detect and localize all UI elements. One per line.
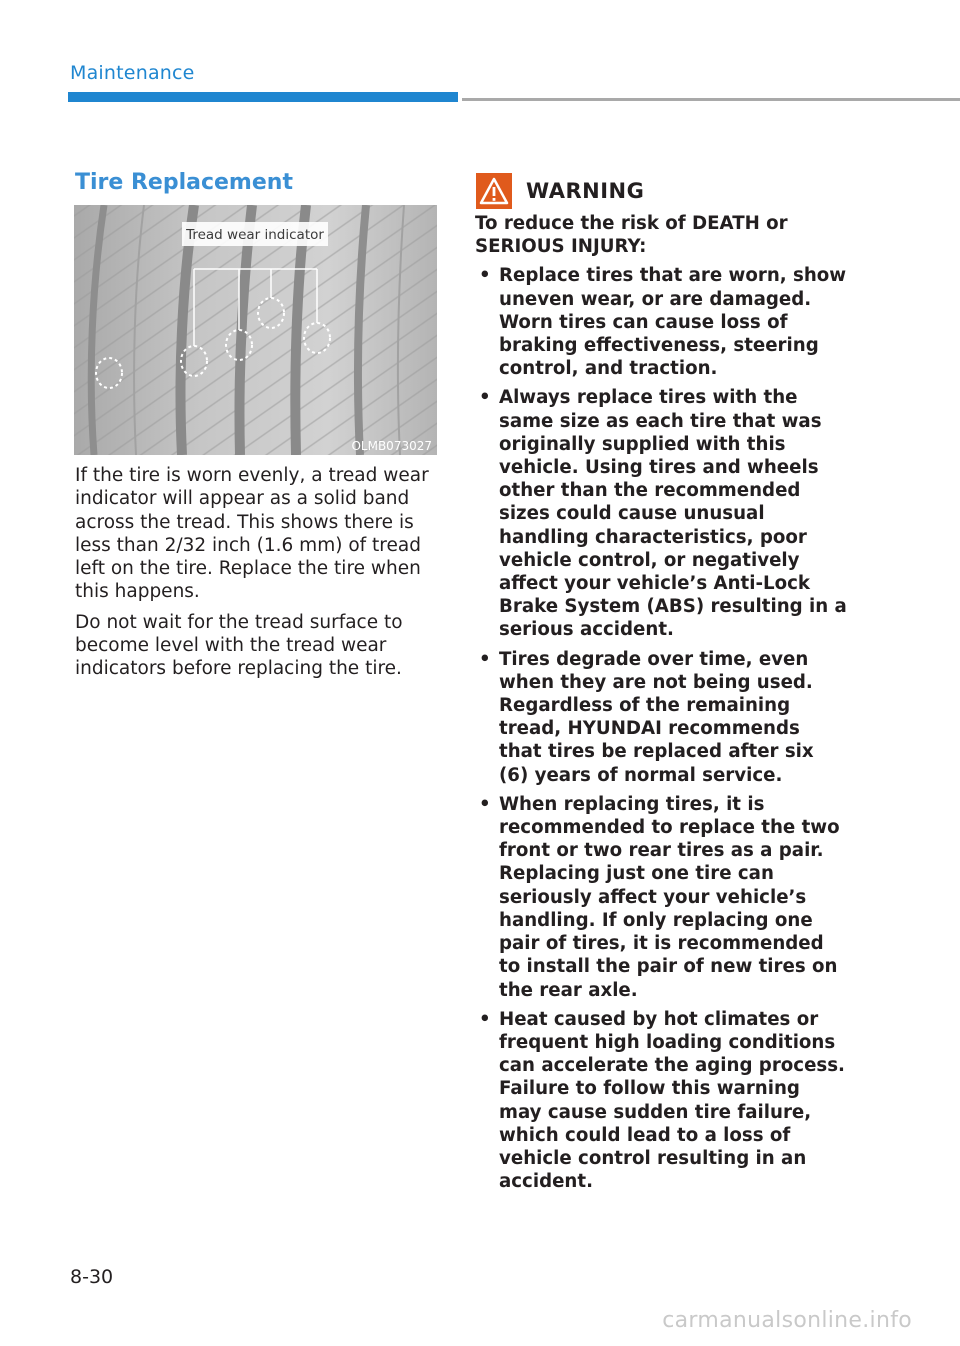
warning-item-text: Heat caused by hot climates or frequent high loading conditions can accelerate the aging process. Failure to follow this warning may cause sudden tire failure, which could lead to a loss of vehicle control resulting in an accident. xyxy=(499,1008,845,1193)
warning-intro: To reduce the risk of DEATH or SERIOUS INJURY: xyxy=(475,213,788,258)
figure-code: OLMB073027 xyxy=(351,439,432,453)
bullet-icon: • xyxy=(479,648,491,670)
tire-tread-figure xyxy=(74,205,437,455)
warning-item-text: Replace tires that are worn, show uneven wear, or are damaged. Worn tires can cause loss of braking effectiveness, steering control, and traction. xyxy=(499,265,847,380)
body-text xyxy=(75,464,445,681)
body-paragraph-2: Do not wait for the tread surface to become level with the tread wear indicators before replacing the tire. xyxy=(75,611,403,680)
warning-item xyxy=(475,648,847,787)
watermark: carmanualsonline.info xyxy=(662,1308,912,1333)
warning-item-text: Always replace tires with the same size as each tire that was originally supplied with this vehicle. Using tires and wheels other than the recommended sizes could cause unusual handling characteristics, poor vehicle control, or negatively affect your vehicle’s Anti-Lock Brake System (ABS) resulting in a serious accident. xyxy=(499,387,847,641)
warning-item-text: When replacing tires, it is recommended to replace the two front or two rear tires as a pair. Replacing just one tire can seriously affect your vehicle’s handling. If only replacing one pair of tires, it is recommended to install the pair of new tires on the rear axle. xyxy=(499,793,840,1001)
tread-wear-indicator-label: Tread wear indicator xyxy=(186,227,324,243)
bullet-icon: • xyxy=(479,387,491,409)
header-rule-accent xyxy=(68,92,458,102)
warning-item xyxy=(475,1008,847,1194)
bullet-icon: • xyxy=(479,793,491,815)
warning-item xyxy=(475,386,847,641)
warning-triangle-icon xyxy=(476,173,512,209)
header-rule xyxy=(462,98,960,101)
body-paragraph-1: If the tire is worn evenly, a tread wear indicator will appear as a solid band across the tread. This shows there is less than 2/32 inch (1.6 mm) of tread left on the tire. Replace the tire when this happens. xyxy=(75,465,429,603)
warning-item xyxy=(475,793,847,1002)
tire-tread-illustration xyxy=(74,205,437,455)
section-title: Tire Replacement xyxy=(75,170,293,195)
bullet-icon: • xyxy=(479,1008,491,1030)
warning-item-text: Tires degrade over time, even when they are not being used. Regardless of the remaining tread, HYUNDAI recommends that tires be replaced after six (6) years of normal service. xyxy=(499,648,814,786)
warning-header xyxy=(476,173,644,209)
page-number: 8-30 xyxy=(70,1266,114,1288)
bullet-icon: • xyxy=(479,265,491,287)
warning-list xyxy=(475,264,847,1193)
warning-title: WARNING xyxy=(526,179,645,203)
warning-body xyxy=(475,212,847,1199)
chapter-header: Maintenance xyxy=(70,62,195,84)
warning-item xyxy=(475,264,847,380)
